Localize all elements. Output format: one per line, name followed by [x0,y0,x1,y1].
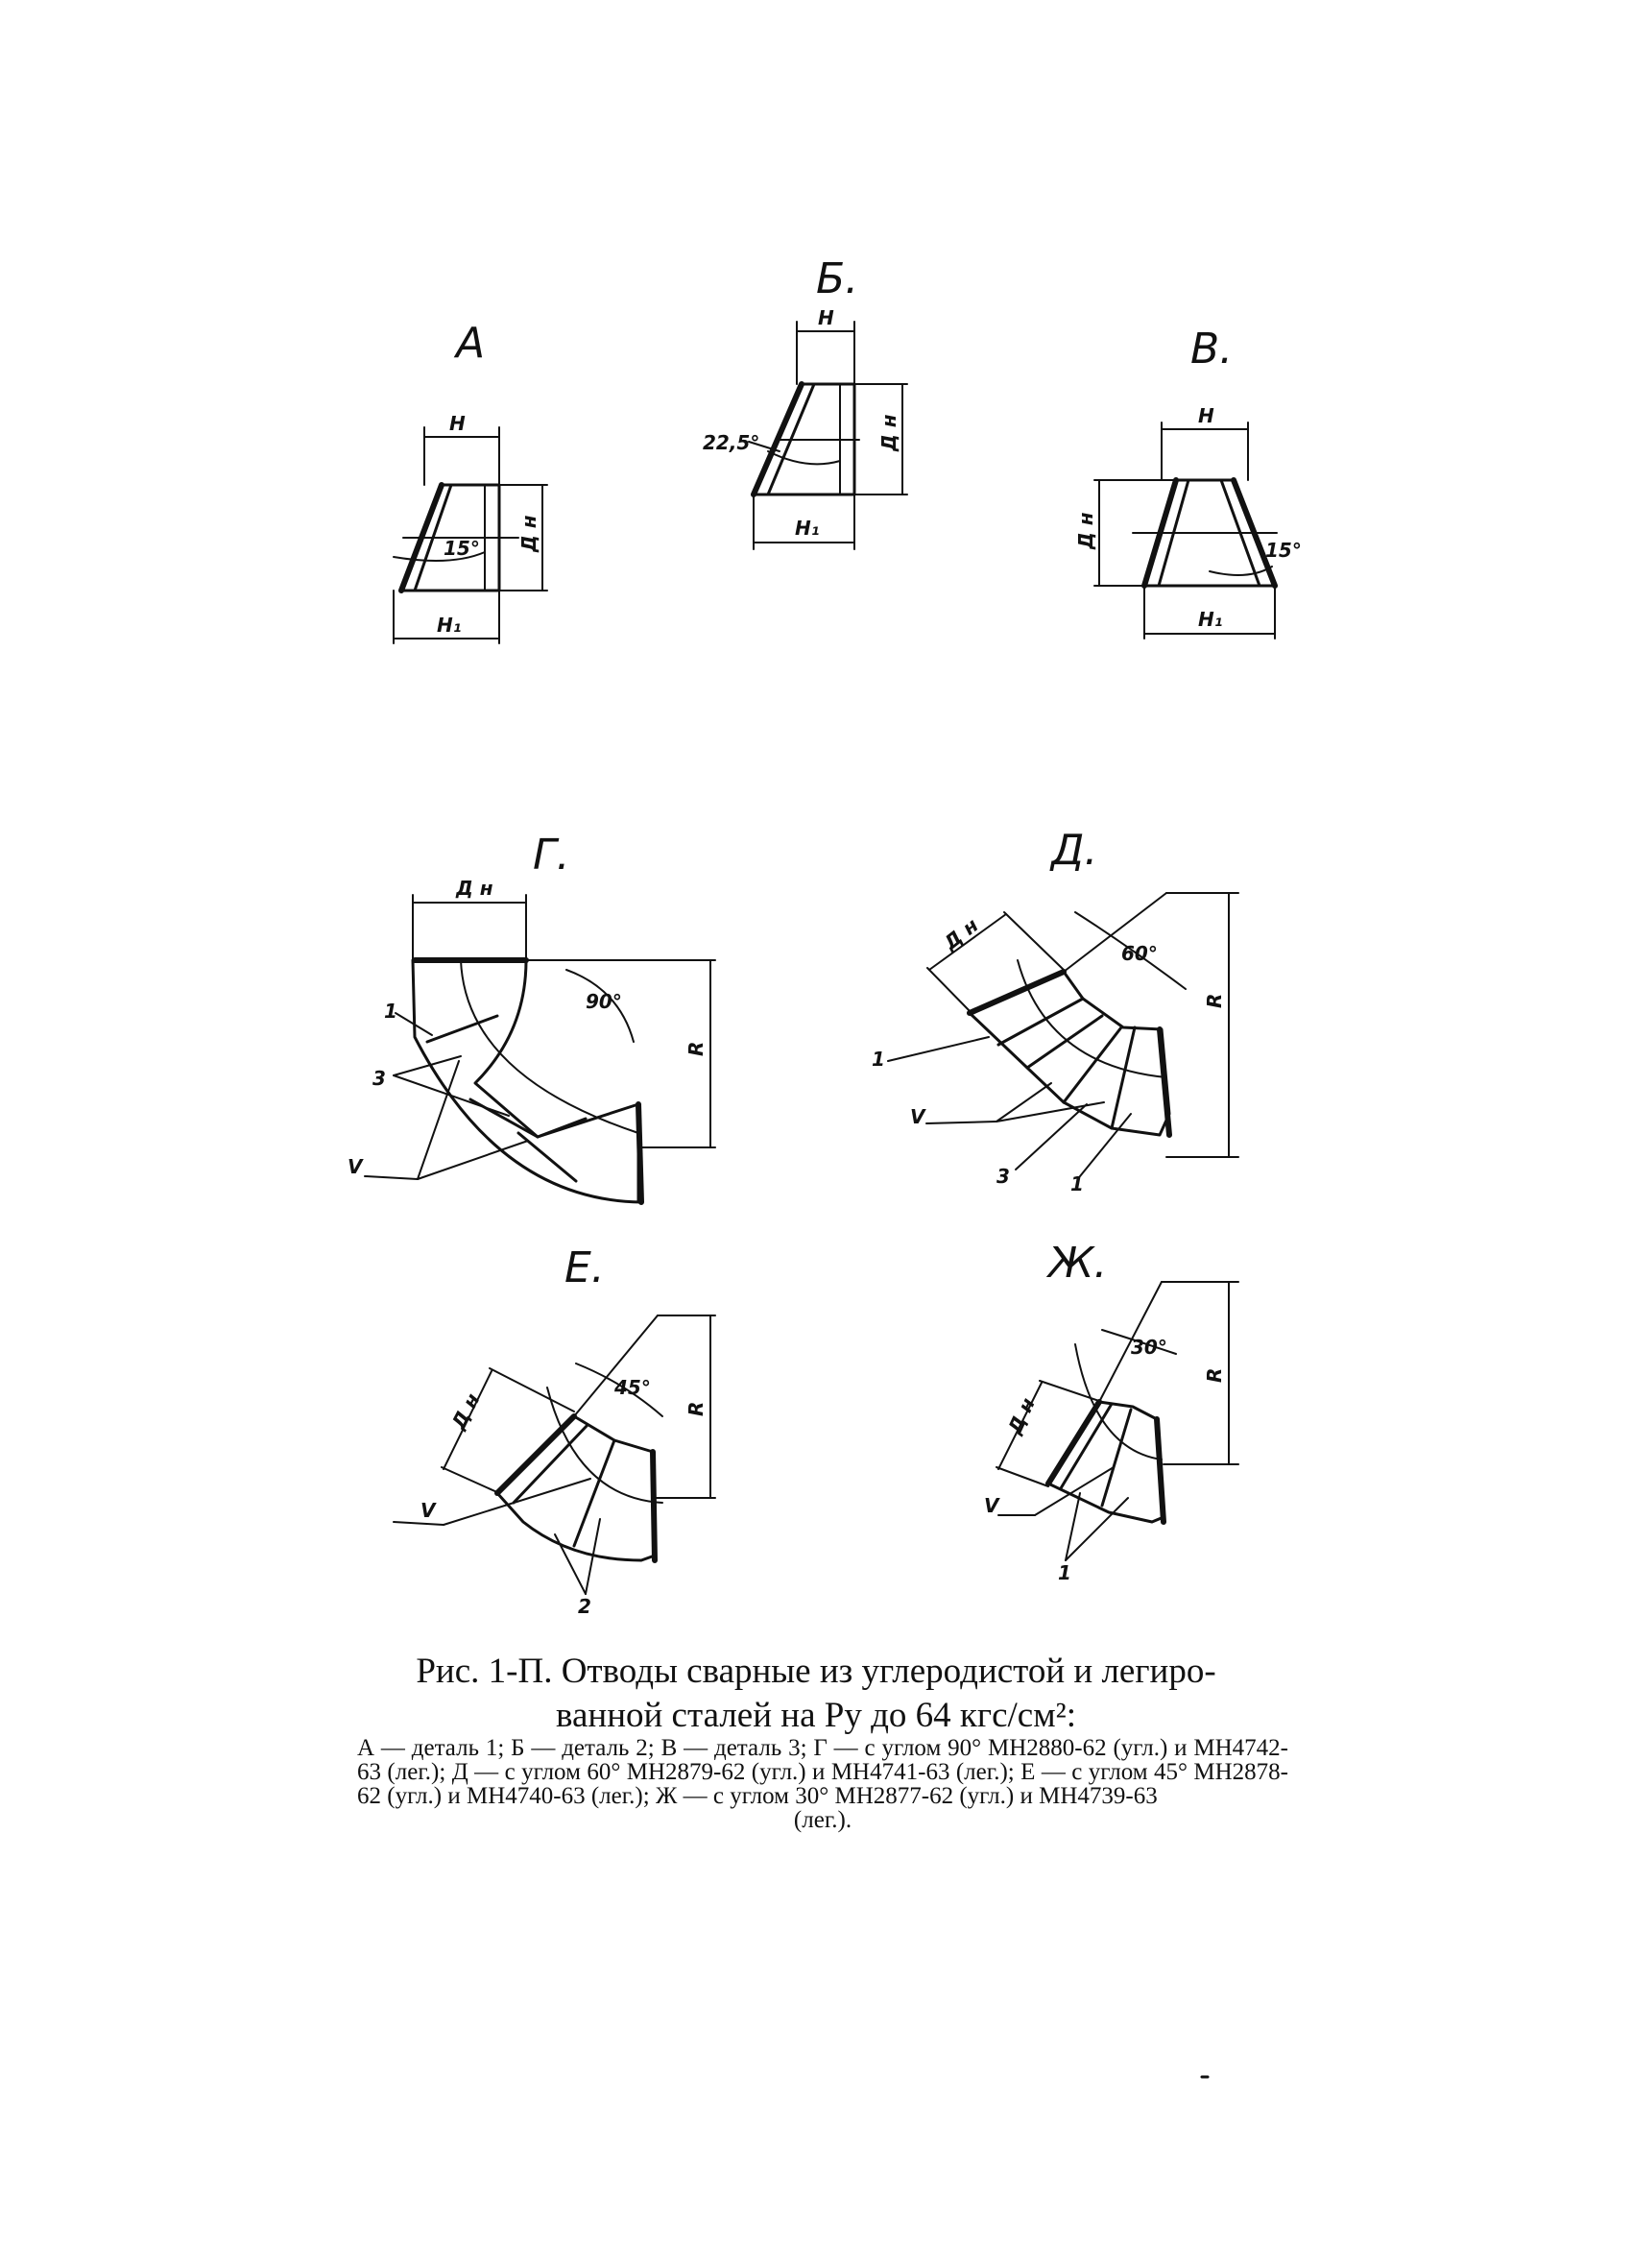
panel-b-h1: H₁ [795,517,820,540]
panel-b-angle: 22,5° [703,431,760,454]
panel-d-r: R [1203,993,1226,1008]
panel-zh [984,1239,1238,1584]
panel-e-label: Е. [564,1243,605,1292]
panel-a-h1: H₁ [437,614,462,637]
panel-zh-weld-edge [1157,1419,1164,1522]
panel-g-label: Г. [533,831,570,880]
panel-g-dn: Д н [456,877,493,900]
panel-e [394,1243,715,1618]
caption-title-line-2: ванной сталей на Pу до 64 кгс/см²: [556,1696,1076,1735]
panel-g-weld-edge [638,1104,641,1202]
panel-e-callout-2: 2 [578,1595,591,1618]
panel-a-dn: Д н [517,515,540,552]
caption-title-line-1: Рис. 1-П. Отводы сварные из углеродистой и легиро- [416,1652,1216,1691]
panel-g [348,831,715,1202]
panel-b-h: H [818,306,834,329]
panel-zh-label: Ж. [1048,1239,1108,1288]
panel-e-dn: Д н [446,1389,485,1434]
panel-zh-r: R [1203,1367,1226,1383]
panel-d-callout-1b: 1 [1070,1172,1084,1195]
panel-d-label: Д. [1051,826,1098,875]
panel-a-label: А [456,319,486,368]
panel-b-label: Б. [816,254,859,303]
panel-v-label: В. [1190,325,1234,374]
panel-g-r: R [684,1041,708,1056]
panel-e-r: R [684,1401,708,1416]
panel-g-callout-3: 3 [372,1067,386,1090]
panel-v [1074,325,1302,639]
panel-g-callout-v: V [348,1155,363,1178]
caption-title [288,1650,1344,1738]
panel-zh-callout-1: 1 [1058,1561,1071,1584]
panel-v-angle: 15° [1265,539,1302,562]
panel-v-h1: H₁ [1198,608,1223,631]
panel-v-dn: Д н [1074,512,1097,549]
panel-g-angle: 90° [586,990,622,1013]
caption-body-last: (лег.). [793,1807,852,1833]
panel-d-dn: Д н [939,913,983,954]
panel-e-callout-v: V [420,1499,436,1522]
panel-b [703,254,907,549]
panel-a-h: H [449,412,466,435]
panel-g-callout-1: 1 [384,1000,397,1023]
panel-d-angle: 60° [1121,942,1158,965]
panel-d [872,826,1238,1195]
panel-d-callout-1a: 1 [872,1048,885,1071]
panel-e-weld-edge [653,1452,655,1560]
panel-e-angle: 45° [614,1376,651,1399]
panel-zh-dn: Д н [1002,1393,1040,1438]
panel-d-callout-v: V [910,1105,925,1128]
panel-v-h: H [1198,404,1214,427]
caption-body [357,1736,1288,1832]
caption-body-text: А — деталь 1; Б — деталь 2; В — деталь 3; Г — с углом 90° МН2880-62 (угл.) и МН4742-63 (лег.); Д — с углом 60° МН2879-62 (угл.) и МН4741-63 (лег.); Е — с углом 45° МН2878-62 (угл.) и МН4740-63 (лег.); Ж — с углом 30° МН2877-62 (угл.) и МН4739-63 [357,1735,1288,1809]
panel-a-angle: 15° [444,537,480,560]
panel-d-callout-3: 3 [996,1165,1010,1188]
panel-b-dn: Д н [877,414,900,451]
panel-zh-angle: 30° [1131,1336,1167,1359]
panel-a [394,319,547,643]
panel-zh-callout-v: V [984,1494,999,1517]
